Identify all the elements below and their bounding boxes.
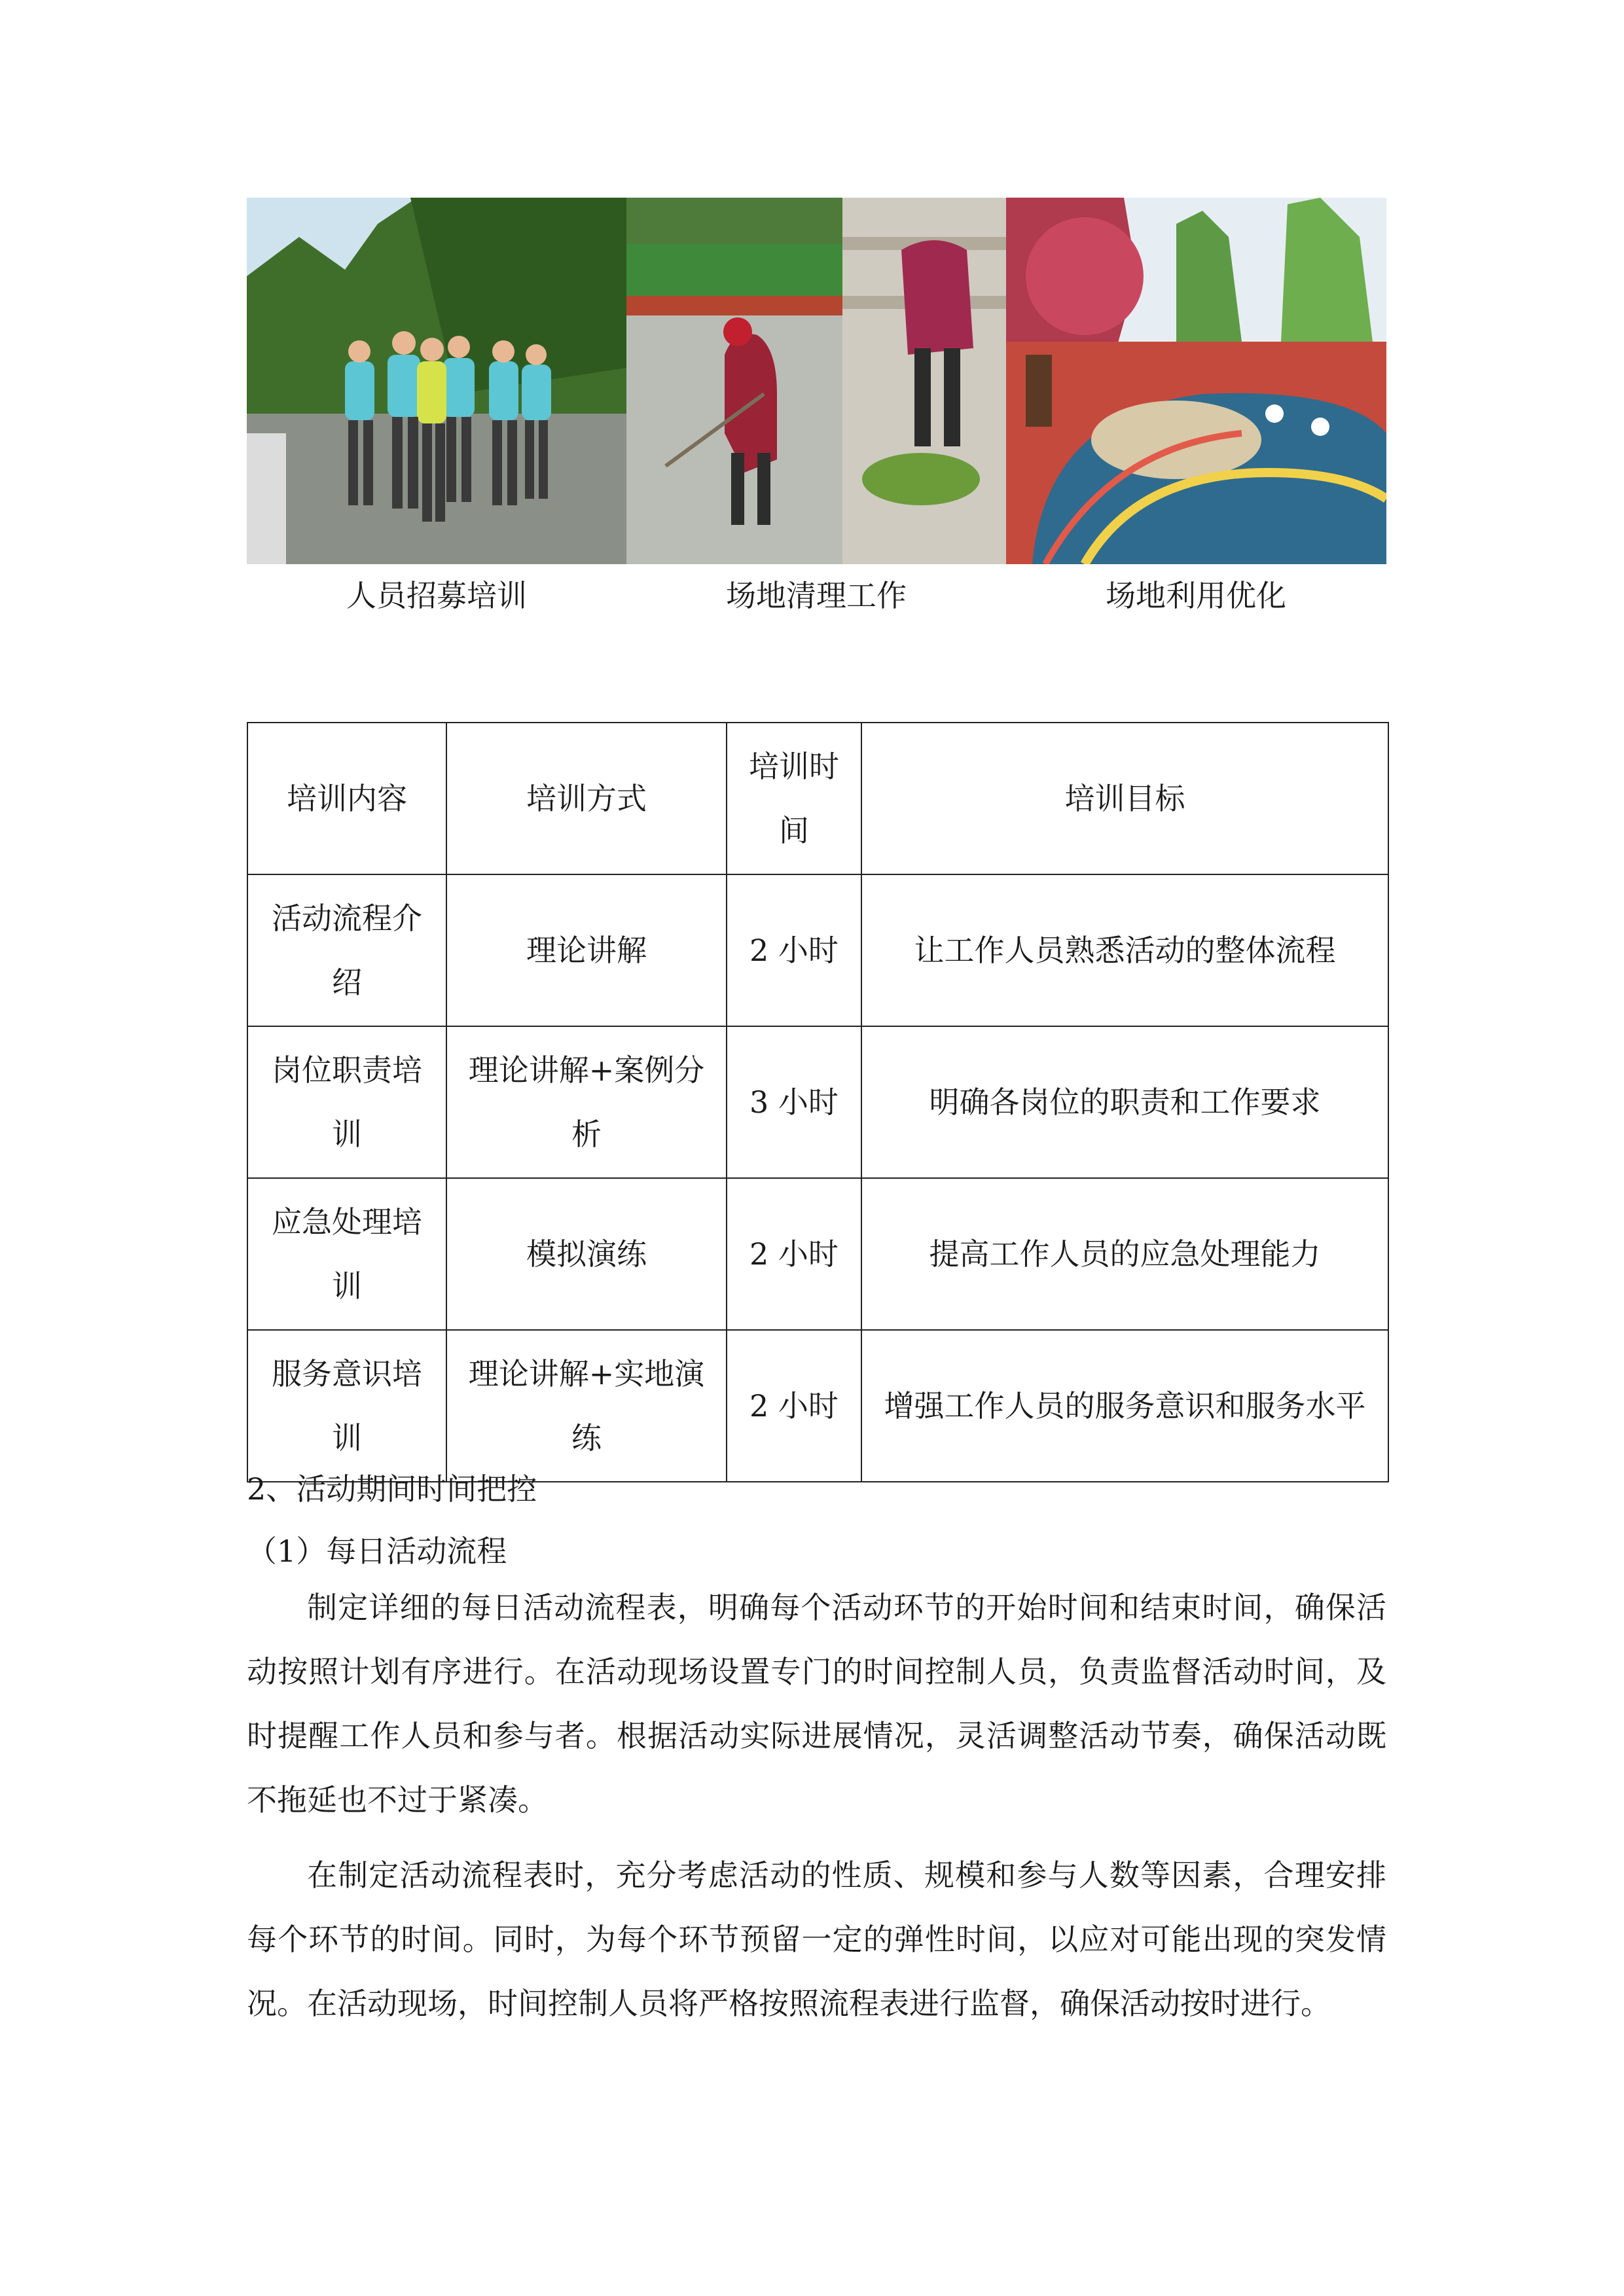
column-header: 培训方式 <box>446 723 727 874</box>
photo-venue-optimization <box>1006 198 1386 564</box>
photo-caption: 场地利用优化 <box>1106 578 1286 613</box>
table-cell: 应急处理培训 <box>247 1178 446 1330</box>
table-cell: 服务意识培训 <box>247 1330 446 1482</box>
table-row <box>247 1330 1388 1482</box>
column-header: 培训内容 <box>247 723 446 874</box>
table-cell: 理论讲解+案例分析 <box>446 1026 727 1178</box>
photo-staff-recruitment-training <box>247 198 626 564</box>
table-cell: 3 小时 <box>727 1026 861 1178</box>
paragraph: 在制定活动流程表时，充分考虑活动的性质、规模和参与人数等因素，合理安排每个环节的时间。同时，为每个环节预留一定的弹性时间，以应对可能出现的突发情况。在活动现场，时间控制人员将严格按照流程表进行监督，确保活动按时进行。 <box>247 1857 1386 2021</box>
column-header: 培训时间 <box>727 723 861 874</box>
table-cell: 理论讲解 <box>446 874 727 1026</box>
table-cell: 模拟演练 <box>446 1178 727 1330</box>
table-row <box>247 1178 1388 1330</box>
photo-caption: 场地清理工作 <box>726 578 907 613</box>
table-cell: 理论讲解+实地演练 <box>446 1330 727 1482</box>
table-cell: 明确各岗位的职责和工作要求 <box>861 1026 1388 1178</box>
photo-strip <box>247 198 1386 564</box>
table-header-row <box>247 723 1388 874</box>
photo-venue-cleaning <box>626 198 1006 564</box>
table-cell: 岗位职责培训 <box>247 1026 446 1178</box>
paragraph: 制定详细的每日活动流程表，明确每个活动环节的开始时间和结束时间，确保活动按照计划有序进行。在活动现场设置专门的时间控制人员，负责监督活动时间，及时提醒工作人员和参与者。根据活动实际进展情况，灵活调整活动节奏，确保活动既不拖延也不过于紧凑。 <box>247 1590 1386 1818</box>
column-header: 培训目标 <box>861 723 1388 874</box>
section-heading: 2、活动期间时间把控 <box>247 1471 537 1507</box>
table-cell: 活动流程介绍 <box>247 874 446 1026</box>
table-cell: 2 小时 <box>727 874 861 1026</box>
subsection-heading: （1）每日活动流程 <box>247 1534 507 1569</box>
photo-caption: 人员招募培训 <box>346 578 527 613</box>
table-cell: 增强工作人员的服务意识和服务水平 <box>861 1330 1388 1482</box>
table-cell: 2 小时 <box>727 1330 861 1482</box>
table-row <box>247 874 1388 1026</box>
training-table <box>247 722 1389 1482</box>
table-cell: 2 小时 <box>727 1178 861 1330</box>
table-cell: 提高工作人员的应急处理能力 <box>861 1178 1388 1330</box>
table-cell: 让工作人员熟悉活动的整体流程 <box>861 874 1388 1026</box>
table-row <box>247 1026 1388 1178</box>
